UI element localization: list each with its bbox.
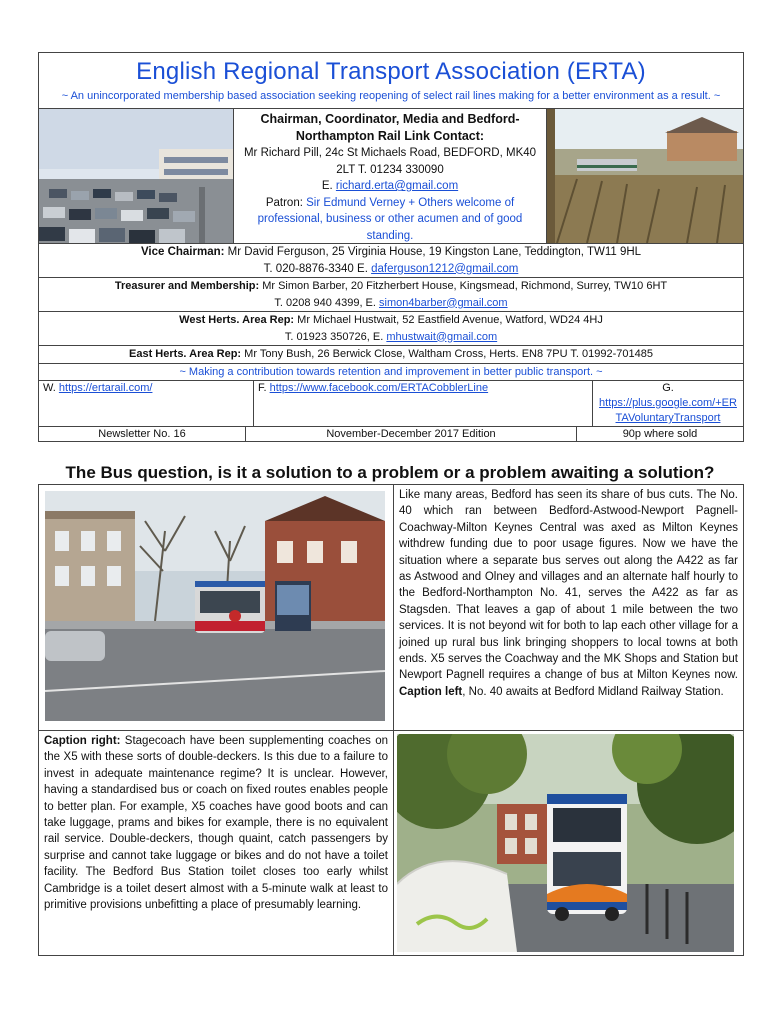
vice-chairman-row [39,244,743,278]
vice-chairman-text: Mr David Ferguson, 25 Virginia House, 19 Kingston Lane, Teddington, TW11 9HL [227,246,642,258]
double-decker-cell [394,731,743,955]
gplus-link[interactable]: https://plus.google.com/+ERTAVoluntaryTransport [599,397,737,424]
treasurer-row [39,278,743,312]
caption-left-text: , No. 40 awaits at Bedford Midland Railway Station. [462,685,724,698]
west-herts-label: West Herts. Area Rep: [179,314,295,326]
east-herts-text: Mr Tony Bush, 26 Berwick Close, Waltham Cross, Herts. EN8 7PU T. 01992-701485 [244,348,653,360]
gplus-prefix: G. [662,382,674,394]
chairman-email-line [240,178,540,195]
website-link[interactable]: https://ertarail.com/ [58,382,153,394]
caption-left-label: Caption left [399,685,463,698]
newsletter-number: Newsletter No. 16 [98,428,186,440]
caption-right-cell [39,731,394,955]
patron-label: Patron: [265,196,303,209]
vice-chairman-label: Vice Chairman: [140,246,225,258]
article-table [38,484,744,956]
article-body: Like many areas, Bedford has seen its share of bus cuts. The No. 40 which ran between Bedford-Astwood-Newport Pagnell-Coachway-Milton Keynes Central was axed as Milton Keynes withdrew funding due to poor usage figures. Now we have the situation where a separate bus serves out along the A422 as far as Astwood and Olney and villages and an alternate half hourly to the Bedford-Northampton No. 41, serves the A422 as far as Stagsden. That leaves a gap of about 1 mile between the two services. It is not beyond wit for both to lap each other village for a joined up rural bus link bringing shoppers to local towns at both ends. X5 serves the Coachway and the MK Shops and Station but Newport Pagnell requires a change of bus at Milton Keynes now. [399,489,738,682]
newsletter-row [39,427,743,441]
caption-right [39,731,393,915]
west-herts-phone: T. 01923 350726, E. [284,330,384,343]
header-table [38,52,744,442]
west-herts-text: Mr Michael Hustwait, 52 Eastfield Avenue, Watford, WD24 4HJ [297,314,603,326]
title-cell [39,53,743,109]
treasurer-text: Mr Simon Barber, 20 Fitzherbert House, Kingsmead, Richmond, Surrey, TW10 6HT [262,280,668,292]
article-text [394,485,743,702]
east-herts-label: East Herts. Area Rep: [129,348,242,360]
street-bus-cell [39,485,394,731]
street-bus-photo [45,491,385,721]
treasurer-label: Treasurer and Membership: [114,280,260,292]
links-row [39,381,743,427]
page-subtitle: ~ An unincorporated membership based association seeking reopening of select rail lines making for a better environment as a result. ~ [61,90,721,102]
railway-photo [547,109,743,243]
caption-right-label: Caption right: [44,735,121,747]
newsletter-price: 90p where sold [622,428,698,440]
chairman-heading: Chairman, Coordinator, Media and Bedford-Northampton Rail Link Contact: [260,112,520,143]
facebook-prefix: F. [258,382,267,394]
west-herts-email-link[interactable]: mhustwait@gmail.com [386,330,498,343]
patron-line [240,195,540,245]
web-prefix: W. [43,382,56,394]
caption-right-text: Stagecoach have been supplementing coaches on the X5 with these sorts of double-deckers. Is this due to a failure to invest in adequate maintenance regime? It is unclear. However, having a standardised bus or coach on fixed routes enables people to better plan. For example, X5 coaches have good boots and can take luggage, prams and bikes for example, there is no equivalent rail service. Double-deckers, though quaint, catch passengers by surprise and cannot take luggage or bikes and do not have a toilet facility. The Bedford Bus Station toilet closes too early whilst Cambridge is a toilet desert almost with a 5-minute walk at least to primitive provisions unbefitting a place of presumably learning. [44,735,388,912]
facebook-link[interactable]: https://www.facebook.com/ERTACobblerLine [269,382,489,394]
page-title: English Regional Transport Association (ERTA) [136,58,646,85]
east-herts-row [39,346,743,364]
article-headline: The Bus question, is it a solution to a problem or a problem awaiting a solution? [65,463,715,482]
west-herts-row [39,312,743,346]
chairman-contact [233,109,547,243]
motto-row [39,364,743,382]
car-park-photo [39,109,233,243]
motto: ~ Making a contribution towards retention and improvement in better public transport. ~ [179,365,603,378]
article-text-cell [394,485,743,731]
newsletter-edition: November-December 2017 Edition [245,427,577,441]
vice-chairman-email-link[interactable]: daferguson1212@gmail.com [371,262,519,275]
vice-chairman-phone: T. 020-8876-3340 E. [263,262,368,275]
chairman-email-link[interactable]: richard.erta@gmail.com [335,180,459,192]
patron-text: Sir Edmund Verney + Others welcome of professional, business or other acumen and of good standing. [257,196,523,242]
chairman-email-prefix: E. [321,180,333,192]
chairman-row [39,109,743,244]
treasurer-email-link[interactable]: simon4barber@gmail.com [379,296,508,309]
double-decker-photo [397,734,734,952]
chairman-address: Mr Richard Pill, 24c St Michaels Road, BEDFORD, MK40 2LT T. 01234 330090 [243,147,537,176]
treasurer-phone: T. 0208 940 4399, E. [274,296,376,309]
